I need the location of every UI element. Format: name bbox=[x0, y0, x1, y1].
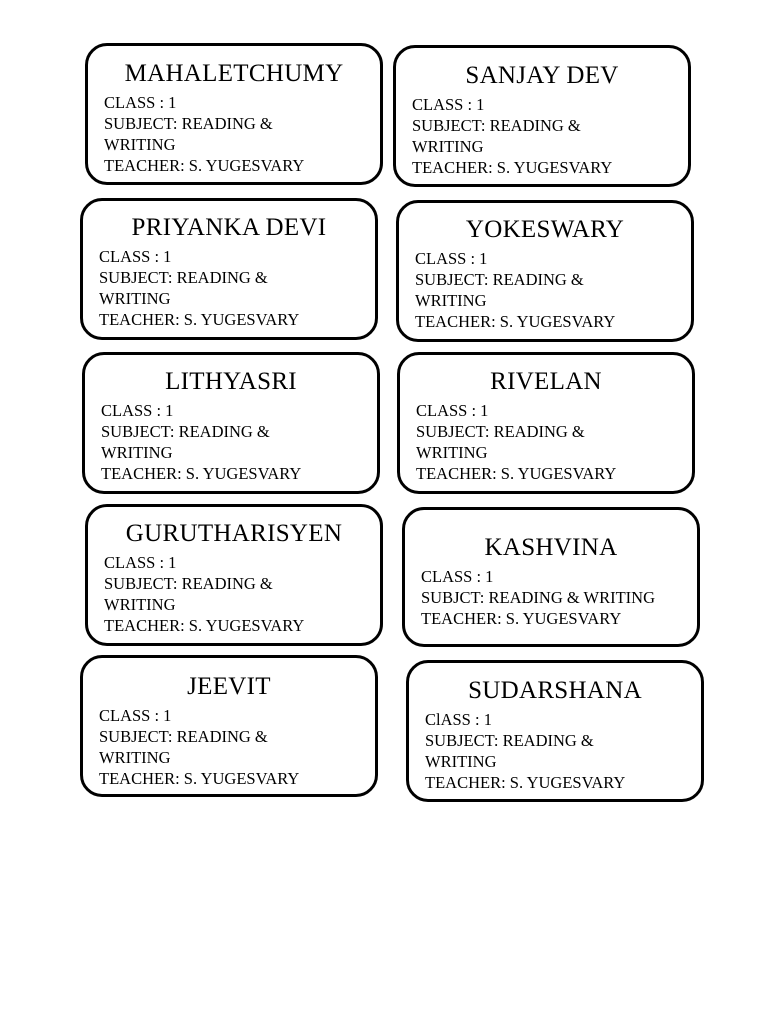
card-student-name: JEEVIT bbox=[187, 673, 271, 700]
card-details: CLASS : 1 SUBJECT: READING & WRITING TEACHER: S. YUGESVARY bbox=[104, 553, 305, 635]
card-details: CLASS : 1 SUBJECT: READING & WRITING TEACHER: S. YUGESVARY bbox=[99, 247, 300, 329]
card-student-name: MAHALETCHUMY bbox=[124, 60, 344, 87]
card-details: CLASS : 1 SUBJECT: READING & WRITING TEACHER: S. YUGESVARY bbox=[415, 249, 616, 331]
card-details: CLASS : 1 SUBJCT: READING & WRITING TEACHER: S. YUGESVARY bbox=[421, 567, 655, 628]
card-details: CLASS : 1 SUBJECT: READING & WRITING TEACHER: S. YUGESVARY bbox=[104, 93, 305, 175]
card-student-name: LITHYASRI bbox=[165, 368, 297, 395]
name-card bbox=[82, 352, 380, 494]
name-card bbox=[406, 660, 704, 802]
card-student-name: SUDARSHANA bbox=[468, 677, 642, 704]
name-card bbox=[85, 504, 383, 646]
name-card bbox=[80, 655, 378, 797]
card-details: CLASS : 1 SUBJECT: READING & WRITING TEACHER: S. YUGESVARY bbox=[412, 95, 613, 177]
card-student-name: SANJAY DEV bbox=[465, 62, 619, 89]
name-card bbox=[393, 45, 691, 187]
name-card bbox=[397, 352, 695, 494]
card-details: CLASS : 1 SUBJECT: READING & WRITING TEACHER: S. YUGESVARY bbox=[416, 401, 617, 483]
name-card bbox=[396, 200, 694, 342]
card-student-name: YOKESWARY bbox=[465, 216, 625, 243]
name-card bbox=[85, 43, 383, 185]
card-student-name: PRIYANKA DEVI bbox=[131, 214, 327, 241]
card-student-name: GURUTHARISYEN bbox=[125, 520, 343, 547]
card-details: CLASS : 1 SUBJECT: READING & WRITING TEACHER: S. YUGESVARY bbox=[99, 706, 300, 788]
name-card bbox=[80, 198, 378, 340]
card-student-name: KASHVINA bbox=[484, 534, 618, 561]
card-details: CLASS : 1 SUBJECT: READING & WRITING TEACHER: S. YUGESVARY bbox=[101, 401, 302, 483]
card-student-name: RIVELAN bbox=[490, 368, 602, 395]
card-details: ClASS : 1 SUBJECT: READING & WRITING TEACHER: S. YUGESVARY bbox=[425, 710, 626, 792]
name-card bbox=[402, 507, 700, 647]
